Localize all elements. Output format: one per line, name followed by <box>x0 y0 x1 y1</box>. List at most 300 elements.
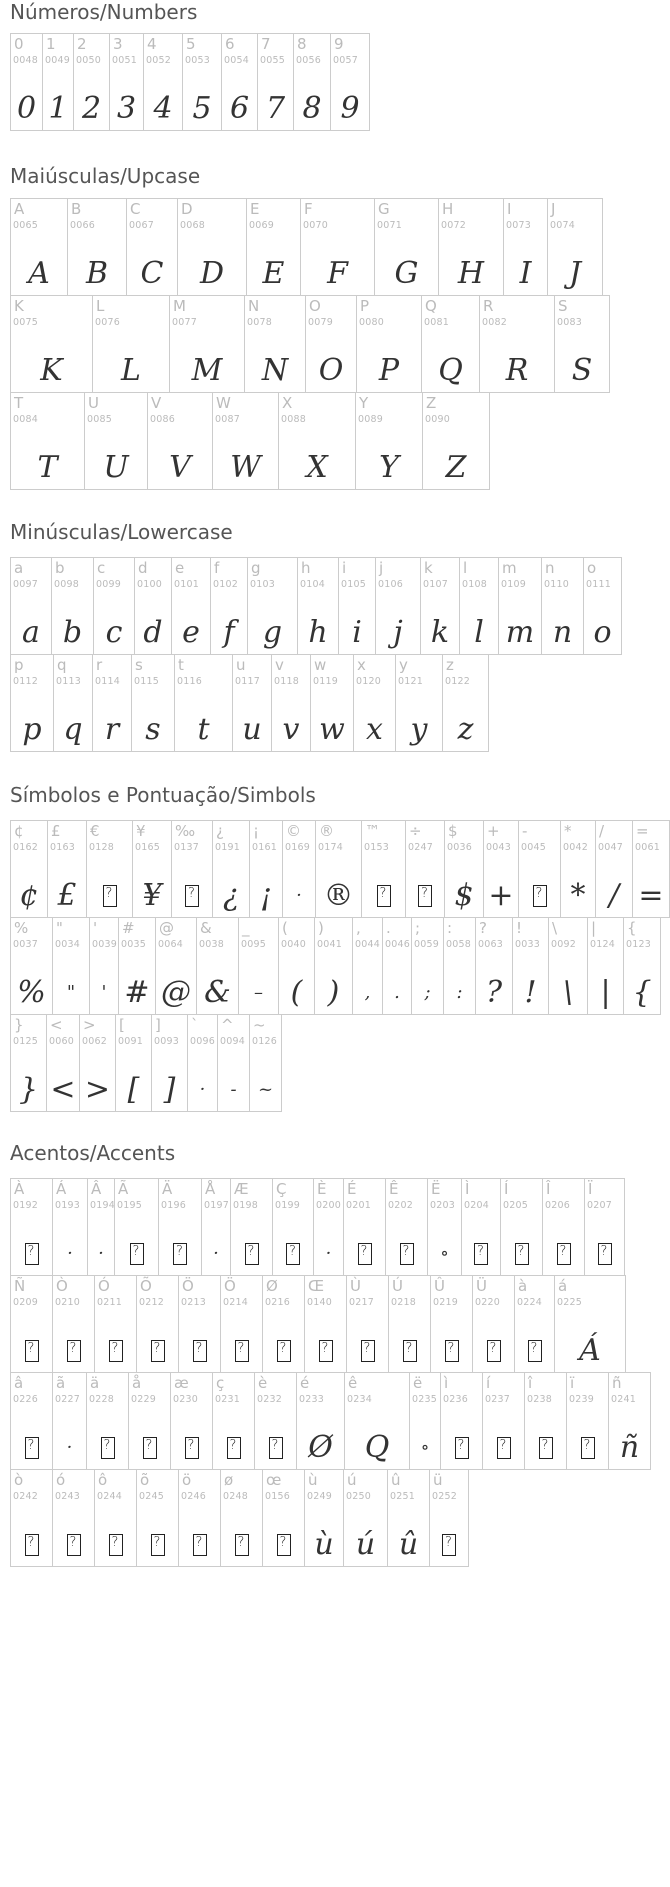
character-label: @ <box>159 919 174 937</box>
glyph-sample: R <box>505 353 529 388</box>
character-label: f <box>214 559 220 577</box>
glyph-cell <box>352 917 383 1015</box>
character-code: 0078 <box>247 317 272 328</box>
character-label: e <box>175 559 185 577</box>
glyph-cell <box>52 1275 95 1373</box>
character-code: 0055 <box>260 55 285 66</box>
glyph-cell <box>405 820 445 918</box>
character-label: 6 <box>225 35 235 53</box>
glyph-sample: $ <box>454 878 474 913</box>
character-code: 0073 <box>506 220 531 231</box>
glyph-cell <box>547 198 603 296</box>
character-code: 0235 <box>412 1394 437 1405</box>
glyph-cell <box>134 557 172 655</box>
glyph-cell <box>584 1178 625 1276</box>
missing-glyph-icon <box>581 1437 595 1459</box>
missing-glyph-icon <box>403 1340 417 1362</box>
character-label: A <box>14 200 25 218</box>
glyph-cell <box>221 33 258 131</box>
missing-glyph-box <box>430 1516 468 1574</box>
glyph-sample: c <box>105 615 123 650</box>
glyph-sample: ! <box>524 975 537 1010</box>
character-label: à <box>518 1277 528 1295</box>
character-code: 0204 <box>464 1200 489 1211</box>
glyph-sample: 4 <box>153 91 173 126</box>
glyph-cell <box>10 295 93 393</box>
character-code: 0229 <box>131 1394 156 1405</box>
character-code: 0251 <box>390 1491 415 1502</box>
missing-glyph-icon <box>173 1243 187 1265</box>
glyph-sample: ñ <box>619 1430 640 1465</box>
glyph-cell <box>262 1275 305 1373</box>
glyph-cell <box>136 1469 179 1567</box>
character-code: 0122 <box>445 676 470 687</box>
character-code: 0196 <box>161 1200 186 1211</box>
character-code: 0051 <box>112 55 137 66</box>
character-label: s <box>135 656 143 674</box>
character-code: 0103 <box>250 579 275 590</box>
glyph-cell <box>249 820 283 918</box>
glyph-cell <box>143 33 183 131</box>
glyph-sample: " <box>66 982 76 1003</box>
glyph-cell <box>422 392 490 490</box>
character-code: 0193 <box>55 1200 80 1211</box>
character-label: T <box>14 394 24 412</box>
character-label: d <box>138 559 148 577</box>
glyph-sample: 7 <box>265 91 286 126</box>
character-code: 0080 <box>359 317 384 328</box>
character-label: Û <box>434 1277 445 1295</box>
missing-glyph-icon <box>277 1534 291 1556</box>
character-label: % <box>14 919 29 937</box>
glyph-cell <box>257 33 294 131</box>
character-code: 0169 <box>285 842 310 853</box>
glyph-cell <box>187 1014 218 1112</box>
character-label: n <box>545 559 555 577</box>
glyph-cell <box>374 198 439 296</box>
character-label: h <box>301 559 311 577</box>
missing-glyph-icon <box>539 1437 553 1459</box>
glyph-sample: H <box>457 256 485 291</box>
missing-glyph-icon <box>193 1534 207 1556</box>
character-label: ; <box>415 919 421 937</box>
character-label: Ù <box>350 1277 361 1295</box>
glyph-sample: Á <box>579 1333 601 1368</box>
character-label: ? <box>479 919 487 937</box>
character-code: 0224 <box>517 1297 542 1308</box>
glyph-cell <box>632 820 670 918</box>
character-code: 0212 <box>139 1297 164 1308</box>
missing-glyph-box <box>137 1516 178 1574</box>
character-code: 0243 <box>55 1491 80 1502</box>
glyph-sample: Q <box>438 353 463 388</box>
missing-glyph-icon <box>101 1437 115 1459</box>
glyph-cell <box>587 917 624 1015</box>
character-label: é <box>300 1374 310 1392</box>
character-code: 0094 <box>220 1036 245 1047</box>
glyph-cell <box>483 820 519 918</box>
glyph-cell <box>315 820 362 918</box>
glyph-cell <box>10 654 54 752</box>
character-label: # <box>122 919 135 937</box>
character-label: £ <box>51 822 61 840</box>
character-code: 0110 <box>544 579 569 590</box>
character-label: C <box>130 200 141 218</box>
character-code: 0068 <box>180 220 205 231</box>
glyph-cell <box>305 295 357 393</box>
glyph-cell <box>503 198 548 296</box>
glyph-sample: a <box>22 615 40 650</box>
character-code: 0230 <box>173 1394 198 1405</box>
character-label: œ <box>266 1471 282 1489</box>
character-code: 0125 <box>13 1036 38 1047</box>
glyph-sample: k <box>430 615 450 650</box>
character-code: 0124 <box>590 939 615 950</box>
glyph-cell <box>472 1275 515 1373</box>
glyph-cell <box>132 820 172 918</box>
character-code: 0040 <box>281 939 306 950</box>
character-code: 0203 <box>430 1200 455 1211</box>
glyph-cell <box>479 295 555 393</box>
glyph-cell <box>10 1469 53 1567</box>
glyph-sample: G <box>394 256 419 291</box>
character-label: € <box>90 822 100 840</box>
glyph-sample: ¢ <box>19 878 39 913</box>
glyph-sample: · <box>296 885 302 906</box>
character-label: È <box>317 1180 327 1198</box>
glyph-sample: B <box>85 256 109 291</box>
character-label: ÷ <box>409 822 422 840</box>
character-code: 0118 <box>274 676 299 687</box>
glyph-cell <box>296 1372 345 1470</box>
character-code: 0050 <box>76 55 101 66</box>
glyph-sample: L <box>121 353 141 388</box>
character-code: 0102 <box>213 579 238 590</box>
missing-glyph-icon <box>227 1437 241 1459</box>
character-code: 0079 <box>308 317 333 328</box>
glyph-sample: d <box>143 615 163 650</box>
character-code: 0063 <box>478 939 503 950</box>
glyph-sample: - <box>230 1079 237 1100</box>
character-code: 0038 <box>199 939 224 950</box>
character-code: 0238 <box>527 1394 552 1405</box>
glyph-sample: e <box>182 615 200 650</box>
glyph-sample: V <box>169 450 191 485</box>
glyph-cell <box>421 295 480 393</box>
character-label: Õ <box>140 1277 152 1295</box>
character-code: 0174 <box>318 842 343 853</box>
glyph-sample: | <box>600 975 611 1010</box>
glyph-cell <box>548 917 588 1015</box>
glyph-cell <box>217 1014 250 1112</box>
character-code: 0108 <box>462 579 487 590</box>
character-label: Ç <box>276 1180 287 1198</box>
character-label: ì <box>444 1374 449 1392</box>
glyph-sample: · <box>199 1079 206 1100</box>
character-code: 0072 <box>441 220 466 231</box>
character-code: 0081 <box>424 317 449 328</box>
glyph-cell <box>293 33 331 131</box>
character-label: , <box>356 919 361 937</box>
character-code: 0088 <box>281 414 306 425</box>
glyph-cell <box>174 654 233 752</box>
character-label: E <box>250 200 260 218</box>
glyph-cell <box>518 820 561 918</box>
glyph-cell <box>52 1178 88 1276</box>
character-label: D <box>181 200 193 218</box>
character-code: 0116 <box>177 676 202 687</box>
character-code: 0162 <box>13 842 38 853</box>
character-label: ó <box>56 1471 66 1489</box>
character-code: 0236 <box>443 1394 468 1405</box>
character-label: ' <box>93 919 98 937</box>
glyph-sample: D <box>199 256 225 291</box>
character-label: " <box>56 919 63 937</box>
character-label: ç <box>216 1374 225 1392</box>
character-label: v <box>275 656 284 674</box>
missing-glyph-icon <box>25 1243 39 1265</box>
glyph-cell <box>409 1372 441 1470</box>
glyph-cell <box>338 557 376 655</box>
glyph-cell <box>79 1014 116 1112</box>
glyph-cell <box>443 917 476 1015</box>
glyph-cell <box>442 654 489 752</box>
glyph-sample: @ <box>161 975 191 1010</box>
glyph-sample: 0 <box>16 91 37 126</box>
character-label: ù <box>308 1471 318 1489</box>
glyph-sample: q <box>63 712 83 747</box>
character-label: 2 <box>77 35 87 53</box>
glyph-sample: y <box>410 712 428 747</box>
character-label: - <box>522 822 528 840</box>
character-label: ø <box>224 1471 234 1489</box>
character-code: 0113 <box>56 676 81 687</box>
glyph-cell <box>169 295 245 393</box>
glyph-cell <box>94 1275 137 1373</box>
glyph-cell <box>94 1469 137 1567</box>
character-label: Å <box>205 1180 216 1198</box>
character-code: 0070 <box>303 220 328 231</box>
missing-glyph-box <box>525 1419 566 1477</box>
character-label: i <box>342 559 347 577</box>
glyph-cell <box>92 654 132 752</box>
character-label: j <box>379 559 384 577</box>
character-label: ã <box>56 1374 66 1392</box>
glyph-row <box>10 917 669 1014</box>
character-code: 0192 <box>13 1200 38 1211</box>
character-code: 0065 <box>13 220 38 231</box>
character-label: 7 <box>261 35 271 53</box>
glyph-sample: b <box>62 615 83 650</box>
character-label: 8 <box>297 35 307 53</box>
missing-glyph-icon <box>361 1340 375 1362</box>
glyph-sample: W <box>230 450 261 485</box>
glyph-cell <box>387 1469 430 1567</box>
character-label: 3 <box>113 35 123 53</box>
character-code: 0140 <box>307 1297 332 1308</box>
glyph-cell <box>109 33 144 131</box>
glyph-cell <box>131 654 175 752</box>
character-label: + <box>487 822 500 840</box>
glyph-cell <box>583 557 622 655</box>
section-title: Símbolos e Pontuação/Simbols <box>10 783 316 807</box>
character-label: g <box>251 559 261 577</box>
glyph-cell <box>46 1014 80 1112</box>
glyph-cell <box>524 1372 567 1470</box>
glyph-sample: E <box>262 256 285 291</box>
glyph-cell <box>232 654 272 752</box>
character-code: 0043 <box>486 842 511 853</box>
character-label: O <box>309 297 321 315</box>
character-code: 0199 <box>275 1200 300 1211</box>
glyph-cell <box>482 1372 525 1470</box>
glyph-cell <box>554 1275 626 1373</box>
glyph-cell <box>10 917 53 1015</box>
glyph-cell <box>52 1469 95 1567</box>
character-code: 0248 <box>223 1491 248 1502</box>
character-label: y <box>399 656 408 674</box>
glyph-cell <box>388 1275 431 1373</box>
character-label: ñ <box>612 1374 622 1392</box>
character-label: _ <box>242 919 250 937</box>
character-label: á <box>558 1277 568 1295</box>
character-code: 0249 <box>307 1491 332 1502</box>
glyph-sample: } <box>18 1072 39 1107</box>
missing-glyph-icon <box>143 1437 157 1459</box>
character-code: 0109 <box>501 579 526 590</box>
glyph-row <box>10 557 621 654</box>
character-label: ( <box>282 919 288 937</box>
character-label: Â <box>91 1180 102 1198</box>
glyph-cell <box>395 654 443 752</box>
missing-glyph-icon <box>245 1243 259 1265</box>
character-code: 0095 <box>241 939 266 950</box>
glyph-sample: N <box>261 353 289 388</box>
missing-glyph-icon <box>455 1437 469 1459</box>
glyph-sample: P <box>378 353 400 388</box>
character-label: Ö <box>182 1277 194 1295</box>
glyph-cell <box>514 1275 555 1373</box>
glyph-row <box>10 1014 669 1111</box>
character-label: Y <box>359 394 369 412</box>
missing-glyph-icon <box>277 1340 291 1362</box>
missing-glyph-icon <box>109 1340 123 1362</box>
character-code: 0084 <box>13 414 38 425</box>
character-code: 0111 <box>586 579 611 590</box>
character-code: 0205 <box>503 1200 528 1211</box>
glyph-cell <box>238 917 279 1015</box>
character-label: Ú <box>392 1277 403 1295</box>
glyph-sample: : <box>456 982 463 1003</box>
glyph-cell <box>560 820 596 918</box>
character-code: 0049 <box>45 55 70 66</box>
character-label: æ <box>174 1374 189 1392</box>
missing-glyph-box <box>11 1516 52 1574</box>
glyph-cell <box>427 1178 462 1276</box>
glyph-sample: n <box>552 615 573 650</box>
glyph-cell <box>246 198 301 296</box>
missing-glyph-icon <box>185 885 199 907</box>
character-label: G <box>378 200 390 218</box>
glyph-cell <box>10 198 68 296</box>
character-code: 0074 <box>550 220 575 231</box>
glyph-cell <box>459 557 499 655</box>
glyph-cell <box>128 1372 171 1470</box>
character-code: 0067 <box>129 220 154 231</box>
character-label: ` <box>191 1016 199 1034</box>
character-label: I <box>507 200 512 218</box>
glyph-row <box>10 654 621 751</box>
character-label: è <box>258 1374 268 1392</box>
glyph-sample: g <box>262 615 283 650</box>
glyph-sample: { <box>632 975 652 1010</box>
character-label: 4 <box>147 35 157 53</box>
character-code: 0042 <box>563 842 588 853</box>
glyph-sample: w <box>319 712 345 747</box>
glyph-cell <box>438 198 504 296</box>
character-label: a <box>14 559 24 577</box>
character-code: 0237 <box>485 1394 510 1405</box>
glyph-cell <box>297 557 339 655</box>
character-code: 0246 <box>181 1491 206 1502</box>
glyph-sample: 8 <box>302 91 322 126</box>
character-code: 0244 <box>97 1491 122 1502</box>
character-label: õ <box>140 1471 150 1489</box>
glyph-sample: O <box>318 353 344 388</box>
character-code: 0052 <box>146 55 171 66</box>
character-label: { <box>627 919 637 937</box>
character-label: Á <box>56 1180 67 1198</box>
glyph-cell <box>51 557 94 655</box>
glyph-sample: 6 <box>229 91 250 126</box>
missing-glyph-icon <box>474 1243 488 1265</box>
character-code: 0202 <box>388 1200 413 1211</box>
character-code: 0039 <box>92 939 117 950</box>
character-label: í <box>486 1374 491 1392</box>
glyph-cell <box>498 557 542 655</box>
character-label: c <box>97 559 106 577</box>
character-label: x <box>357 656 366 674</box>
glyph-cell <box>212 1372 255 1470</box>
character-label: ¢ <box>14 822 24 840</box>
character-code: 0064 <box>158 939 183 950</box>
glyph-sample: ~ <box>257 1079 274 1100</box>
character-label: V <box>151 394 162 412</box>
glyph-cell <box>304 1469 344 1567</box>
missing-glyph-icon <box>25 1534 39 1556</box>
glyph-sample: m <box>505 615 535 650</box>
character-code: 0194 <box>90 1200 115 1211</box>
glyph-sample: ù <box>314 1527 334 1562</box>
glyph-sample: & <box>204 975 231 1010</box>
glyph-cell <box>114 1178 159 1276</box>
missing-glyph-icon <box>151 1534 165 1556</box>
character-label: l <box>463 559 468 577</box>
glyph-cell <box>595 820 633 918</box>
glyph-cell <box>10 392 85 490</box>
character-label: ! <box>516 919 523 937</box>
character-code: 0239 <box>569 1394 594 1405</box>
missing-glyph-icon <box>533 885 547 907</box>
character-label: Ø <box>266 1277 278 1295</box>
character-code: 0054 <box>224 55 249 66</box>
missing-glyph-icon <box>151 1340 165 1362</box>
character-label: F <box>304 200 313 218</box>
character-code: 0059 <box>414 939 439 950</box>
glyph-cell <box>554 295 610 393</box>
character-code: 0165 <box>135 842 160 853</box>
character-label: z <box>446 656 454 674</box>
